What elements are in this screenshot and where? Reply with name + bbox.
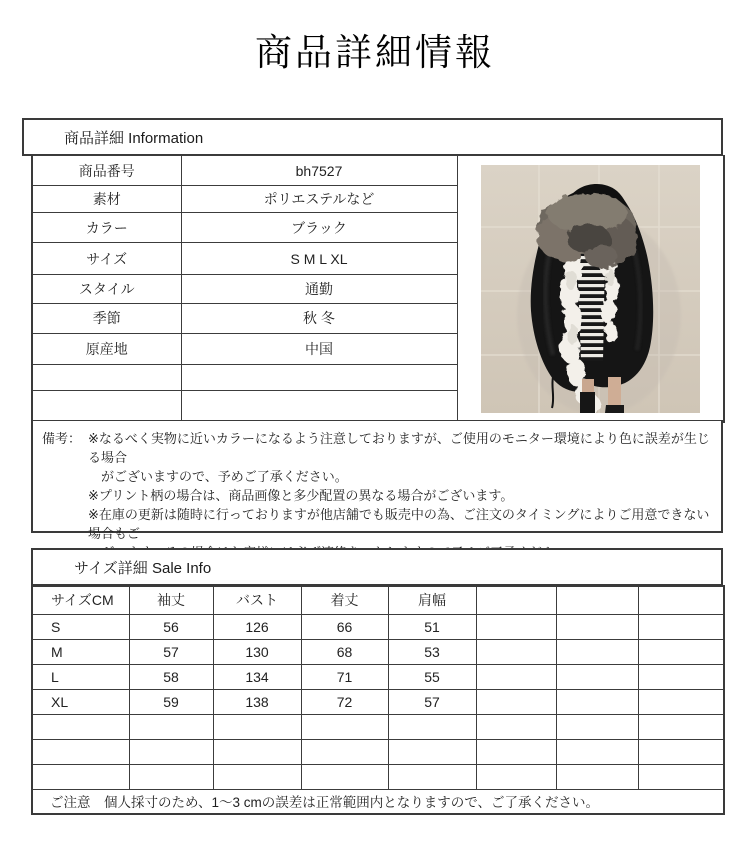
size-cell [476,664,556,689]
size-cell [388,764,476,789]
size-cell [638,614,724,639]
size-cell [301,714,388,739]
size-header-row [32,586,724,614]
info-value-cell [181,391,457,422]
size-column-header: バスト [213,586,301,614]
info-label-cell [32,391,181,422]
size-cell [388,714,476,739]
note-line: ※なるべく実物に近いカラーになるよう注意しておりますが、ご使用のモニター環境により色に誤差が生じる場合 [88,431,710,465]
size-cell: L [32,664,129,689]
size-cell [638,764,724,789]
size-cell [638,639,724,664]
info-value-cell [181,365,457,391]
size-cell [556,689,638,714]
size-note: ご注意 個人採寸のため、1～3 cmの誤差は正常範囲内となりますので、ご了承ください。 [32,789,724,814]
product-image-cell [457,156,724,423]
note-line: ※在庫の更新は随時に行っておりますが他店舗でも販売中の為、ご注文のタイミングによりご用意できない場合もご [88,507,710,541]
size-cell [476,639,556,664]
size-cell: 130 [213,639,301,664]
size-cell [32,764,129,789]
size-column-header [556,586,638,614]
size-cell: 138 [213,689,301,714]
size-row [32,689,724,714]
size-cell [556,614,638,639]
size-column-header: サイズCM [32,586,129,614]
size-section-header [31,548,723,586]
size-cell: M [32,639,129,664]
size-note-row [32,789,724,814]
notes-label: 備考： [42,431,82,446]
size-column-header: 肩幅 [388,586,476,614]
size-cell [301,764,388,789]
size-cell: 59 [129,689,213,714]
size-cell [129,739,213,764]
info-value-cell: 中国 [181,333,457,364]
info-label-cell: カラー [32,213,181,243]
product-info-table [31,155,725,423]
notes-lines [88,429,713,541]
size-column-header [638,586,724,614]
size-cell [638,689,724,714]
size-cell [476,714,556,739]
size-cell: 58 [129,664,213,689]
size-cell [388,739,476,764]
product-info-section-header [22,118,723,156]
size-column-header: 着丈 [301,586,388,614]
info-label-cell: スタイル [32,274,181,303]
product-info-header-label: 商品詳細 Information [64,129,204,147]
size-cell: 71 [301,664,388,689]
size-cell: 134 [213,664,301,689]
size-cell [476,689,556,714]
size-cell [213,739,301,764]
size-cell [301,739,388,764]
size-row [32,664,724,689]
info-label-cell: 素材 [32,186,181,213]
size-cell [476,614,556,639]
size-cell [476,739,556,764]
size-cell [556,739,638,764]
size-row [32,739,724,764]
info-label-cell: 商品番号 [32,156,181,186]
info-value-cell: 秋 冬 [181,303,457,333]
size-cell: S [32,614,129,639]
size-column-header: 袖丈 [129,586,213,614]
info-value-cell: S M L XL [181,243,457,274]
size-cell [556,664,638,689]
size-cell: 53 [388,639,476,664]
size-cell: 51 [388,614,476,639]
size-cell [556,764,638,789]
info-value-cell: bh7527 [181,156,457,186]
size-row [32,639,724,664]
notes-box [31,420,723,541]
info-value-cell: ポリエステルなど [181,186,457,213]
size-cell: 66 [301,614,388,639]
size-cell [638,714,724,739]
info-label-cell: 季節 [32,303,181,333]
size-column-header [476,586,556,614]
size-cell [129,714,213,739]
size-cell [556,639,638,664]
info-value-cell: 通勤 [181,274,457,303]
size-cell: 57 [129,639,213,664]
size-row [32,614,724,639]
size-cell [556,714,638,739]
size-cell [213,714,301,739]
size-table [31,585,725,815]
info-label-cell: 原産地 [32,333,181,364]
size-cell [638,739,724,764]
info-label-cell [32,365,181,391]
size-cell: XL [32,689,129,714]
size-cell [213,764,301,789]
size-cell: 57 [388,689,476,714]
table-row [32,156,724,186]
size-cell [638,664,724,689]
product-photo [458,156,724,421]
size-cell: 68 [301,639,388,664]
size-cell [476,764,556,789]
note-line: がございますので、予めご了承ください。 [101,469,348,484]
size-cell: 72 [301,689,388,714]
size-row [32,764,724,789]
size-cell [129,764,213,789]
size-cell: 56 [129,614,213,639]
size-header-label: サイズ詳細 Sale Info [74,559,212,577]
note-line: ※プリント柄の場合は、商品画像と多少配置の異なる場合がございます。 [88,488,514,503]
size-cell: 55 [388,664,476,689]
size-cell [32,714,129,739]
size-cell [32,739,129,764]
size-cell: 126 [213,614,301,639]
size-row [32,714,724,739]
info-value-cell: ブラック [181,213,457,243]
page-title: 商品詳細情報 [255,33,495,74]
info-label-cell: サイズ [32,243,181,274]
